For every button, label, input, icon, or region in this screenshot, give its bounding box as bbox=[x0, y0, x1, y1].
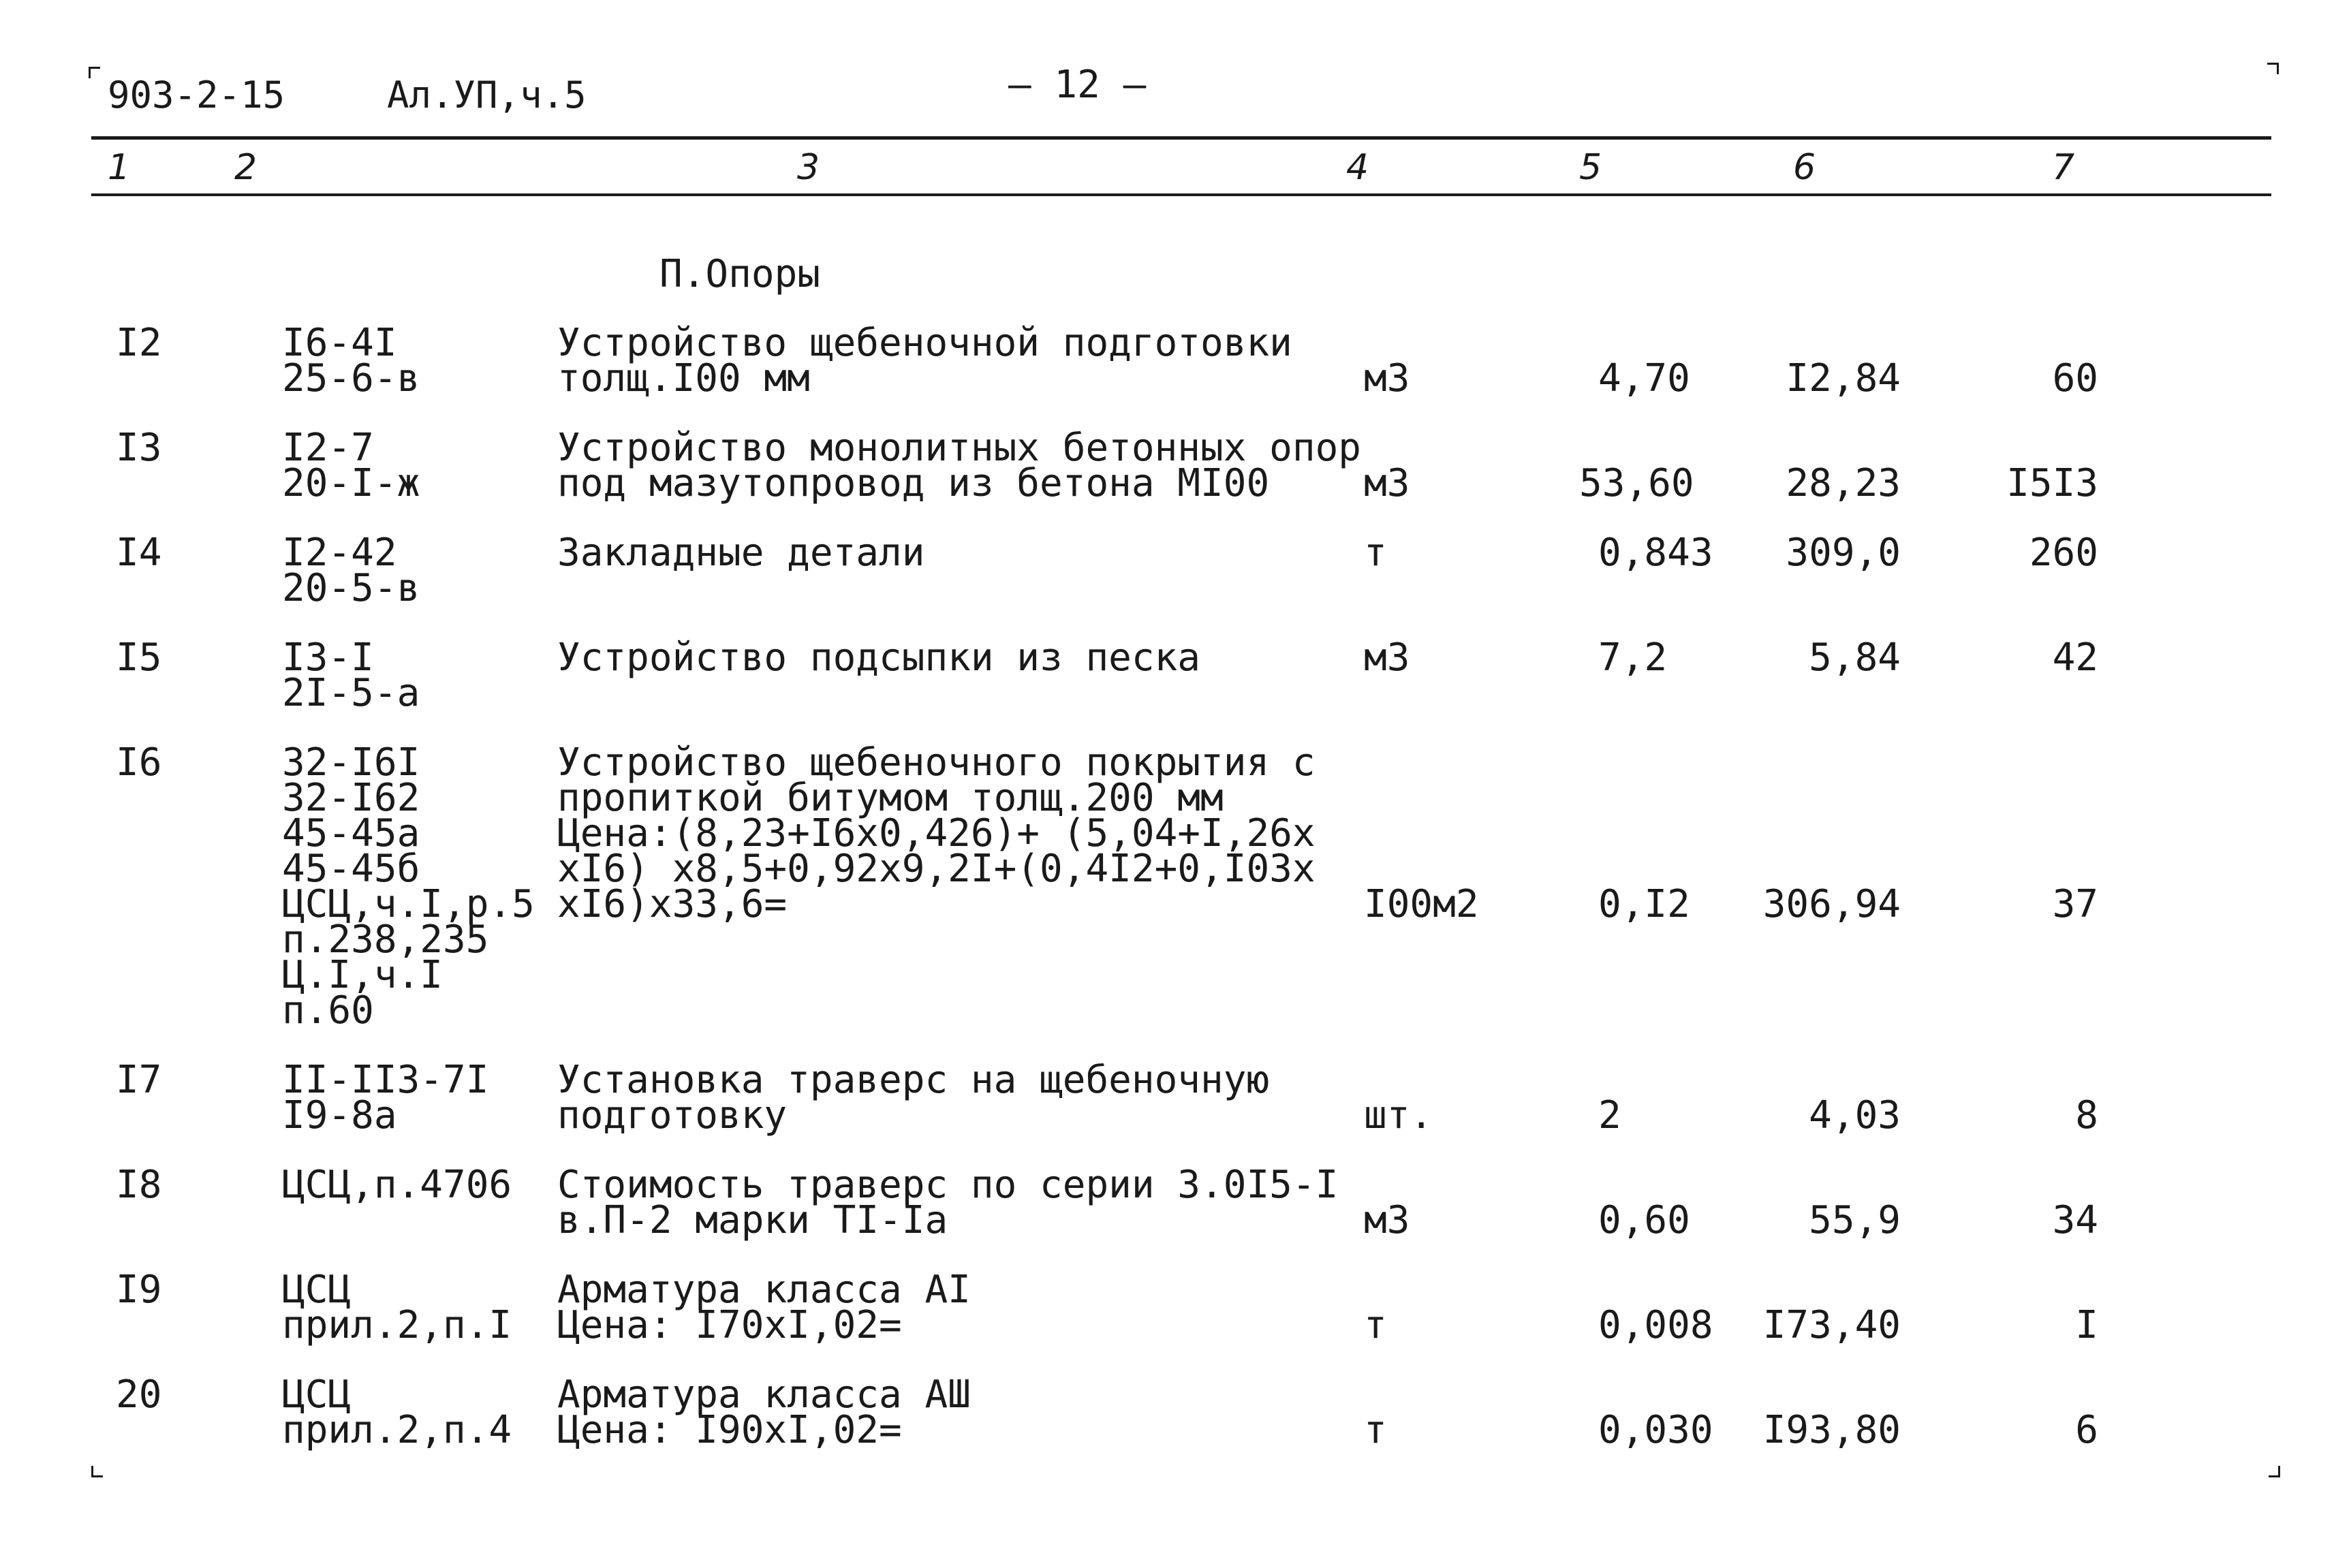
row-unit-price: 309,0 bbox=[1786, 531, 1901, 575]
column-number-5: 5 bbox=[1579, 147, 1602, 188]
row-total-cost: 37 bbox=[2052, 882, 2098, 926]
row-description: Устройство щебеночного покрытия с пропиткой битумом толщ.200 мм Цена:(8,23+I6x0,426)+ (5,04+I,26x xI6) x8,5+0,92x9,2I+(0,4I2+0,I03x xI6)x33,6= bbox=[557, 740, 1316, 926]
row-quantity: 0,008 bbox=[1598, 1303, 1713, 1347]
row-unit-price: 28,23 bbox=[1786, 461, 1901, 505]
row-reference: I2-7 20-I-ж bbox=[282, 426, 420, 505]
album-reference: Ал.УП,ч.5 bbox=[387, 74, 587, 116]
row-unit: м3 bbox=[1364, 356, 1410, 401]
row-description: Арматура класса АI Цена: I70xI,02= bbox=[557, 1268, 971, 1347]
row-reference: ЦСЦ,п.4706 bbox=[282, 1163, 512, 1207]
row-total-cost: 260 bbox=[2029, 531, 2098, 575]
column-number-4: 4 bbox=[1346, 147, 1369, 188]
row-number: I4 bbox=[116, 531, 162, 575]
row-total-cost: 6 bbox=[2075, 1408, 2098, 1452]
row-quantity: 2 bbox=[1598, 1093, 1621, 1138]
row-unit: шт. bbox=[1364, 1093, 1433, 1138]
row-description: Стоимость траверс по серии 3.0I5-I в.П-2 марки TI-Iа bbox=[557, 1163, 1339, 1242]
row-reference: I2-42 20-5-в bbox=[282, 531, 420, 610]
row-reference: 32-I6I 32-I62 45-45а 45-45б ЦСЦ,ч.I,р.5 п.238,235 Ц.I,ч.I п.60 bbox=[282, 740, 535, 1033]
row-description: Закладные детали bbox=[557, 531, 925, 575]
row-unit: т bbox=[1364, 1303, 1387, 1347]
row-number: I3 bbox=[116, 426, 162, 470]
row-number: I8 bbox=[116, 1163, 162, 1207]
row-unit: м3 bbox=[1364, 1198, 1410, 1242]
column-number-3: 3 bbox=[797, 147, 820, 188]
row-reference: ЦСЦ прил.2,п.4 bbox=[282, 1373, 512, 1452]
row-unit: м3 bbox=[1364, 636, 1410, 680]
header-rule-bottom bbox=[91, 193, 2271, 196]
column-number-6: 6 bbox=[1793, 147, 1816, 188]
corner-mark-bottom-right bbox=[2269, 1466, 2280, 1477]
row-number: 20 bbox=[116, 1373, 162, 1417]
row-total-cost: 42 bbox=[2052, 636, 2098, 680]
column-number-2: 2 bbox=[234, 147, 258, 188]
row-reference: II-II3-7I I9-8а bbox=[282, 1058, 489, 1138]
corner-mark-top-left bbox=[89, 67, 100, 78]
row-unit: т bbox=[1364, 531, 1387, 575]
column-number-1: 1 bbox=[108, 147, 131, 188]
row-total-cost: 60 bbox=[2052, 356, 2098, 401]
row-description: Устройство щебеночной подготовки толщ.I00 мм bbox=[557, 321, 1292, 401]
row-quantity: 0,60 bbox=[1598, 1198, 1690, 1242]
corner-mark-top-right bbox=[2267, 63, 2279, 74]
row-total-cost: I5I3 bbox=[2006, 461, 2098, 505]
row-quantity: 0,030 bbox=[1598, 1408, 1713, 1452]
row-unit-price: 5,84 bbox=[1809, 636, 1901, 680]
row-quantity: 4,70 bbox=[1598, 356, 1690, 401]
column-number-7: 7 bbox=[2052, 147, 2075, 188]
row-unit-price: I73,40 bbox=[1762, 1303, 1901, 1347]
corner-mark-bottom-left bbox=[91, 1466, 103, 1477]
row-reference: I6-4I 25-6-в bbox=[282, 321, 420, 401]
row-reference: I3-I 2I-5-а bbox=[282, 636, 420, 715]
row-quantity: 7,2 bbox=[1598, 636, 1668, 680]
row-total-cost: 34 bbox=[2052, 1198, 2098, 1242]
document-code: 903-2-15 bbox=[108, 74, 285, 116]
header-rule-top bbox=[91, 136, 2271, 140]
row-number: I7 bbox=[116, 1058, 162, 1102]
page-number: — 12 — bbox=[1008, 63, 1147, 107]
row-number: I5 bbox=[116, 636, 162, 680]
row-unit-price: I93,80 bbox=[1762, 1408, 1901, 1452]
row-unit: м3 bbox=[1364, 461, 1410, 505]
row-number: I2 bbox=[116, 321, 162, 365]
row-number: I9 bbox=[116, 1268, 162, 1312]
row-quantity: 0,843 bbox=[1598, 531, 1713, 575]
row-description: Установка траверс на щебеночную подготовку bbox=[557, 1058, 1270, 1138]
row-total-cost: I bbox=[2075, 1303, 2098, 1347]
row-reference: ЦСЦ прил.2,п.I bbox=[282, 1268, 512, 1347]
row-description: Устройство монолитных бетонных опор под мазутопровод из бетона МI00 bbox=[557, 426, 1362, 505]
row-total-cost: 8 bbox=[2075, 1093, 2098, 1138]
row-unit-price: I2,84 bbox=[1786, 356, 1901, 401]
row-description: Арматура класса АШ Цена: I90xI,02= bbox=[557, 1373, 971, 1452]
row-unit-price: 306,94 bbox=[1762, 882, 1901, 926]
row-description: Устройство подсыпки из песка bbox=[557, 636, 1201, 680]
row-unit: т bbox=[1364, 1408, 1387, 1452]
row-quantity: 53,60 bbox=[1579, 461, 1694, 505]
row-quantity: 0,I2 bbox=[1598, 882, 1690, 926]
row-number: I6 bbox=[116, 740, 162, 785]
row-unit-price: 4,03 bbox=[1809, 1093, 1901, 1138]
row-unit: I00м2 bbox=[1364, 882, 1479, 926]
row-unit-price: 55,9 bbox=[1809, 1198, 1901, 1242]
section-title: П.Опоры bbox=[659, 252, 821, 296]
